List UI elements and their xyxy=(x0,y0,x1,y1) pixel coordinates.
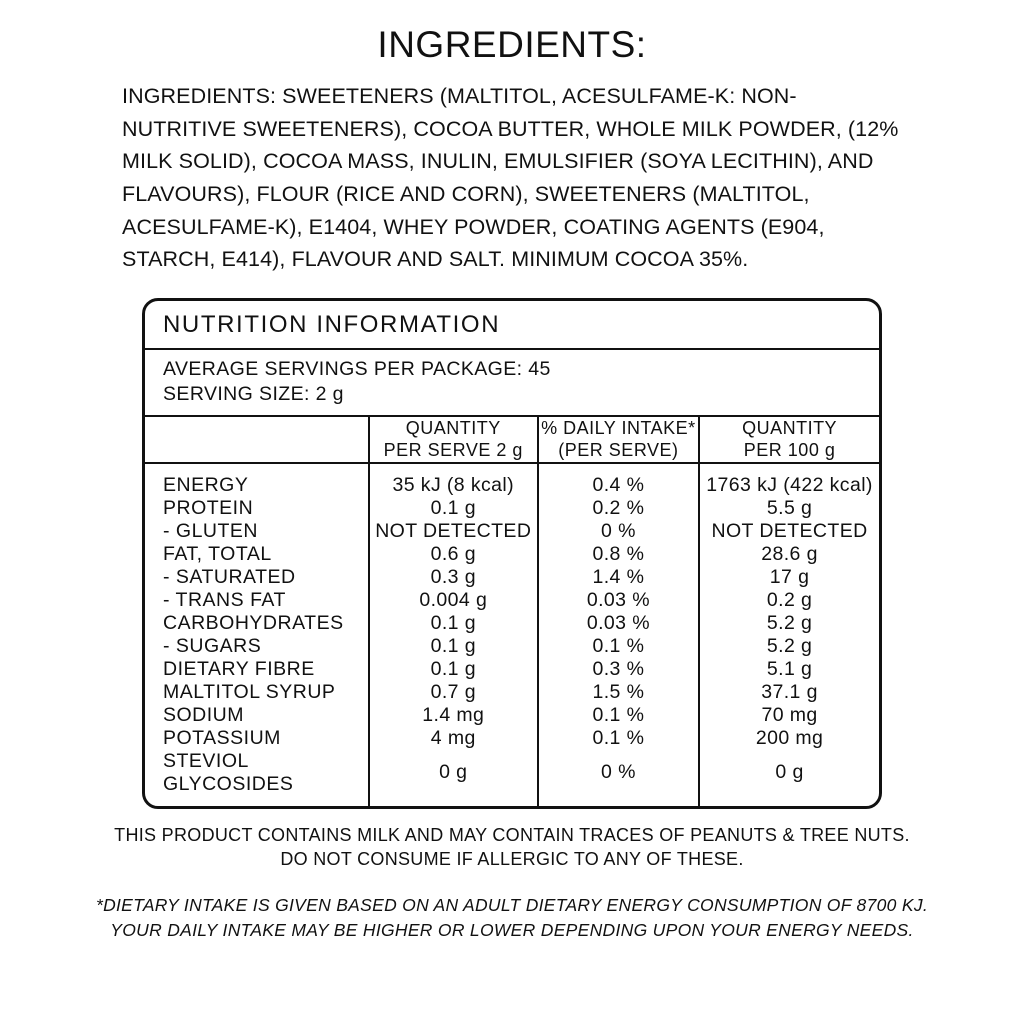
daily-intake-line2: (PER SERVE) xyxy=(558,440,679,461)
value-per-serve: 35 kJ (8 kcal) xyxy=(369,463,538,497)
page-title: INGREDIENTS: xyxy=(377,24,647,65)
value-per-serve: 0 g xyxy=(369,750,538,806)
value-daily-intake: 0.4 % xyxy=(538,463,699,497)
value-daily-intake: 0.1 % xyxy=(538,727,699,750)
table-row xyxy=(145,727,879,750)
nutrient-name: - SATURATED xyxy=(163,565,296,588)
value-per-100g: 200 mg xyxy=(699,727,879,750)
column-header-per-100g xyxy=(699,417,879,463)
nutrient-name: SODIUM xyxy=(163,703,244,726)
nutrient-name: PROTEIN xyxy=(163,496,254,519)
column-header-daily-intake xyxy=(538,417,699,463)
value-daily-intake: 0.03 % xyxy=(538,589,699,612)
nutrition-information-panel xyxy=(142,298,882,809)
allergen-line-2: DO NOT CONSUME IF ALLERGIC TO ANY OF THESE. xyxy=(280,848,744,869)
value-per-serve: 0.004 g xyxy=(369,589,538,612)
allergen-statement xyxy=(24,824,1000,872)
value-per-100g: 5.2 g xyxy=(699,635,879,658)
nutrient-name: FAT, TOTAL xyxy=(163,542,272,565)
value-daily-intake: 0 % xyxy=(538,750,699,806)
value-per-100g: 0.2 g xyxy=(699,589,879,612)
value-per-100g: 70 mg xyxy=(699,704,879,727)
table-row xyxy=(145,566,879,589)
daily-intake-line1: % DAILY INTAKE* xyxy=(541,417,696,438)
value-per-serve: 0.1 g xyxy=(369,497,538,520)
table-row xyxy=(145,704,879,727)
per-100g-line1: QUANTITY xyxy=(742,417,838,438)
value-daily-intake: 0.1 % xyxy=(538,635,699,658)
table-row xyxy=(145,612,879,635)
value-per-serve: 0.1 g xyxy=(369,658,538,681)
value-daily-intake: 1.5 % xyxy=(538,681,699,704)
table-row xyxy=(145,589,879,612)
table-row xyxy=(145,635,879,658)
table-row xyxy=(145,543,879,566)
serving-size: SERVING SIZE: 2 g xyxy=(163,382,344,405)
value-per-serve: 0.1 g xyxy=(369,612,538,635)
ingredients-paragraph: INGREDIENTS: SWEETENERS (MALTITOL, ACESULFAME-K: NON-NUTRITIVE SWEETENERS), COCOA BUTTER, WHOLE MILK POWDER, (12% MILK SOLID), COCOA MASS, INULIN, EMULSIFIER (SOYA LECITHIN), AND FLAVOURS), FLOUR (RICE AND CORN), SWEETENERS (MALTITOL, ACESULFAME-K), E1404, WHEY POWDER, COATING AGENTS (E904, STARCH, E414), FLAVOUR AND SALT. MINIMUM COCOA 35%. xyxy=(122,84,899,272)
value-per-serve: NOT DETECTED xyxy=(369,520,538,543)
per-serve-line2: PER SERVE 2 g xyxy=(383,440,523,461)
nutrient-name: POTASSIUM xyxy=(163,726,281,749)
panel-title: NUTRITION INFORMATION xyxy=(145,301,879,350)
nutrition-table xyxy=(145,417,879,806)
nutrient-name: ENERGY xyxy=(163,473,249,496)
table-row xyxy=(145,497,879,520)
value-per-100g: 28.6 g xyxy=(699,543,879,566)
value-daily-intake: 0.03 % xyxy=(538,612,699,635)
value-per-100g: 5.2 g xyxy=(699,612,879,635)
value-per-100g: 0 g xyxy=(699,750,879,806)
value-per-100g: NOT DETECTED xyxy=(699,520,879,543)
nutrient-name: - TRANS FAT xyxy=(163,588,286,611)
disclaimer-line-1: *DIETARY INTAKE IS GIVEN BASED ON AN ADULT DIETARY ENERGY CONSUMPTION OF 8700 KJ. xyxy=(95,895,929,916)
servings-block xyxy=(145,350,879,417)
value-per-serve: 0.3 g xyxy=(369,566,538,589)
per-100g-line2: PER 100 g xyxy=(743,440,836,461)
value-per-100g: 37.1 g xyxy=(699,681,879,704)
nutrition-table-body xyxy=(145,463,879,806)
table-row xyxy=(145,750,879,806)
nutrient-name: CARBOHYDRATES xyxy=(163,611,344,634)
servings-per-package: AVERAGE SERVINGS PER PACKAGE: 45 xyxy=(163,358,551,381)
table-row xyxy=(145,520,879,543)
nutrient-name: MALTITOL SYRUP xyxy=(163,680,336,703)
value-daily-intake: 0.2 % xyxy=(538,497,699,520)
nutrient-name: - SUGARS xyxy=(163,634,262,657)
value-daily-intake: 0.8 % xyxy=(538,543,699,566)
per-serve-line1: QUANTITY xyxy=(405,417,501,438)
value-per-serve: 1.4 mg xyxy=(369,704,538,727)
column-header-per-serve xyxy=(369,417,538,463)
value-daily-intake: 1.4 % xyxy=(538,566,699,589)
value-per-serve: 0.6 g xyxy=(369,543,538,566)
value-per-100g: 5.1 g xyxy=(699,658,879,681)
table-row xyxy=(145,658,879,681)
value-per-serve: 0.7 g xyxy=(369,681,538,704)
nutrient-name: - GLUTEN xyxy=(163,519,259,542)
disclaimer-line-2: YOUR DAILY INTAKE MAY BE HIGHER OR LOWER DEPENDING UPON YOUR ENERGY NEEDS. xyxy=(110,919,914,940)
column-header-nutrient xyxy=(145,417,369,463)
value-per-100g: 1763 kJ (422 kcal) xyxy=(699,463,879,497)
value-per-100g: 5.5 g xyxy=(699,497,879,520)
table-row xyxy=(145,463,879,497)
value-per-100g: 17 g xyxy=(699,566,879,589)
value-per-serve: 4 mg xyxy=(369,727,538,750)
value-per-serve: 0.1 g xyxy=(369,635,538,658)
nutrition-table-head xyxy=(145,417,879,463)
value-daily-intake: 0 % xyxy=(538,520,699,543)
nutrient-name: DIETARY FIBRE xyxy=(163,657,315,680)
table-header-row xyxy=(145,417,879,463)
table-row xyxy=(145,681,879,704)
value-daily-intake: 0.3 % xyxy=(538,658,699,681)
value-daily-intake: 0.1 % xyxy=(538,704,699,727)
nutrient-name: STEVIOL GLYCOSIDES xyxy=(163,749,294,795)
allergen-line-1: THIS PRODUCT CONTAINS MILK AND MAY CONTAIN TRACES OF PEANUTS & TREE NUTS. xyxy=(114,824,910,845)
dietary-intake-disclaimer xyxy=(24,893,1000,941)
